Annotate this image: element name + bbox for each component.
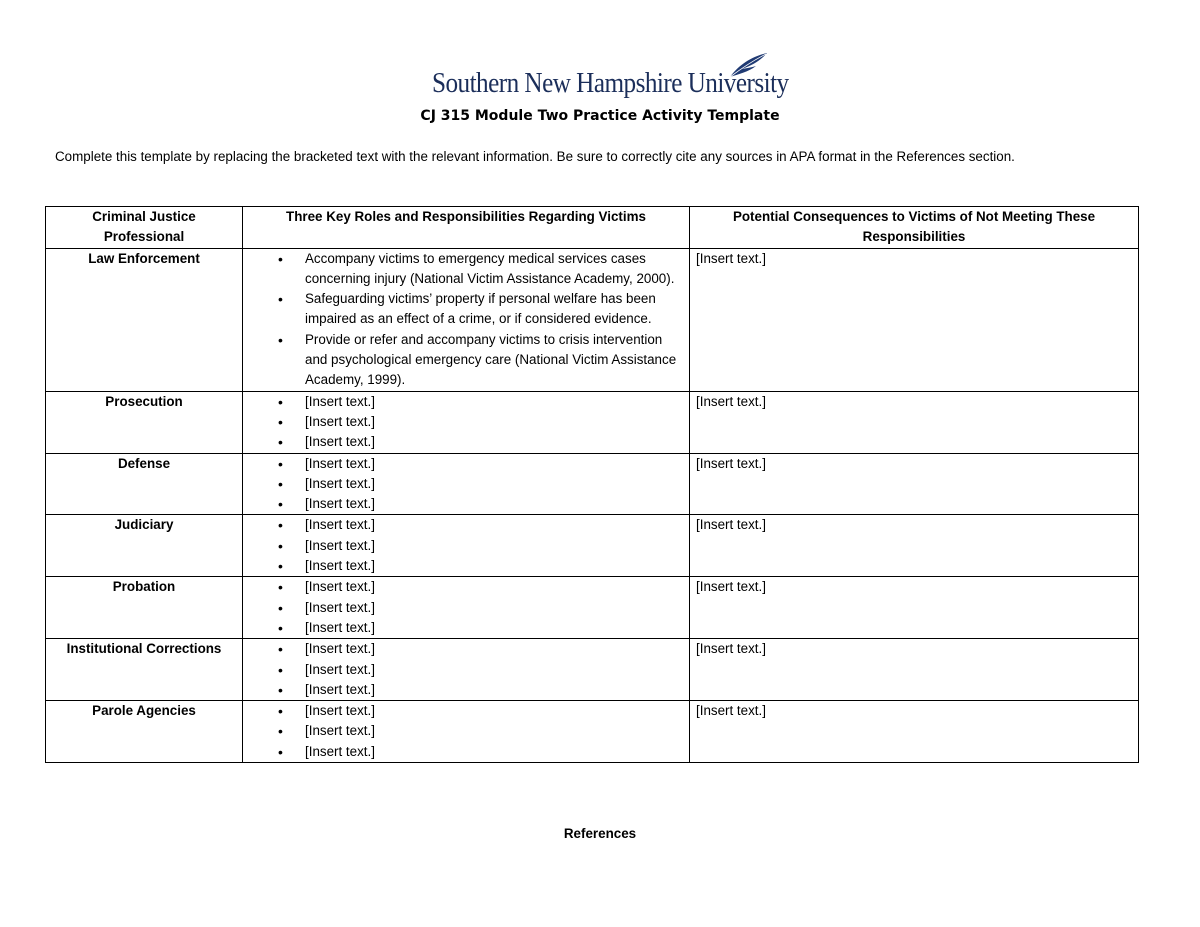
consequence-cell: [Insert text.] <box>690 248 1139 391</box>
list-item: • Safeguarding victims’ property if personal welfare has been impaired as an effect of a crime, or if considered evidence. <box>305 289 683 330</box>
list-item: • Accompany victims to emergency medical services cases concerning injury (National Victim Assistance Academy, 2000). <box>305 249 683 290</box>
consequence-cell: [Insert text.] <box>690 639 1139 701</box>
roles-cell <box>243 248 690 391</box>
table-row <box>46 453 1139 515</box>
table-row <box>46 515 1139 577</box>
document-title: CJ 315 Module Two Practice Activity Template <box>420 108 780 124</box>
professional-cell: Prosecution <box>46 391 243 453</box>
list-item: • [Insert text.] <box>305 432 683 452</box>
roles-bullet-list <box>249 639 683 700</box>
table-row <box>46 639 1139 701</box>
list-item: • [Insert text.] <box>305 474 683 494</box>
list-item: • [Insert text.] <box>305 454 683 474</box>
consequence-cell: [Insert text.] <box>690 391 1139 453</box>
header-roles: Three Key Roles and Responsibilities Regarding Victims <box>243 207 690 249</box>
roles-bullet-list <box>249 392 683 453</box>
consequence-cell: [Insert text.] <box>690 577 1139 639</box>
list-item: • [Insert text.] <box>305 701 683 721</box>
roles-table <box>45 206 1139 763</box>
snhu-logo <box>432 52 789 104</box>
table-row <box>46 248 1139 391</box>
roles-bullet-list <box>249 515 683 576</box>
table-header-row <box>46 207 1139 249</box>
consequence-cell: [Insert text.] <box>690 701 1139 763</box>
roles-bullet-list <box>249 701 683 762</box>
roles-cell <box>243 639 690 701</box>
professional-cell: Probation <box>46 577 243 639</box>
list-item: • [Insert text.] <box>305 598 683 618</box>
list-item: • [Insert text.] <box>305 494 683 514</box>
consequence-cell: [Insert text.] <box>690 453 1139 515</box>
roles-cell <box>243 453 690 515</box>
table-row <box>46 577 1139 639</box>
professional-cell: Parole Agencies <box>46 701 243 763</box>
list-item: • [Insert text.] <box>305 721 683 741</box>
roles-cell <box>243 701 690 763</box>
references-heading: References <box>563 826 637 841</box>
logo-wordmark: Southern New Hampshire University <box>432 68 789 99</box>
list-item: • [Insert text.] <box>305 515 683 535</box>
roles-cell <box>243 515 690 577</box>
roles-bullet-list <box>249 454 683 515</box>
table-body <box>46 248 1139 762</box>
professional-cell: Law Enforcement <box>46 248 243 391</box>
list-item: • [Insert text.] <box>305 618 683 638</box>
table-row <box>46 391 1139 453</box>
list-item: • [Insert text.] <box>305 660 683 680</box>
header-consequences: Potential Consequences to Victims of Not Meeting These Responsibilities <box>690 207 1139 249</box>
list-item: • [Insert text.] <box>305 392 683 412</box>
list-item: • [Insert text.] <box>305 680 683 700</box>
roles-bullet-list <box>249 249 683 391</box>
list-item: • [Insert text.] <box>305 412 683 432</box>
list-item: • [Insert text.] <box>305 536 683 556</box>
list-item: • [Insert text.] <box>305 742 683 762</box>
professional-cell: Defense <box>46 453 243 515</box>
roles-cell <box>243 391 690 453</box>
list-item: • [Insert text.] <box>305 639 683 659</box>
instructions-paragraph: Complete this template by replacing the bracketed text with the relevant information. Be sure to correctly cite any sources in APA format in the References section. <box>55 149 1015 164</box>
professional-cell: Institutional Corrections <box>46 639 243 701</box>
table-row <box>46 701 1139 763</box>
consequence-cell: [Insert text.] <box>690 515 1139 577</box>
list-item: • [Insert text.] <box>305 556 683 576</box>
list-item: • Provide or refer and accompany victims to crisis intervention and psychological emergency care (National Victim Assistance Academy, 1999). <box>305 330 683 391</box>
roles-bullet-list <box>249 577 683 638</box>
header-professional: Criminal Justice Professional <box>46 207 243 249</box>
list-item: • [Insert text.] <box>305 577 683 597</box>
professional-cell: Judiciary <box>46 515 243 577</box>
roles-cell <box>243 577 690 639</box>
quill-feather-icon <box>728 52 768 78</box>
